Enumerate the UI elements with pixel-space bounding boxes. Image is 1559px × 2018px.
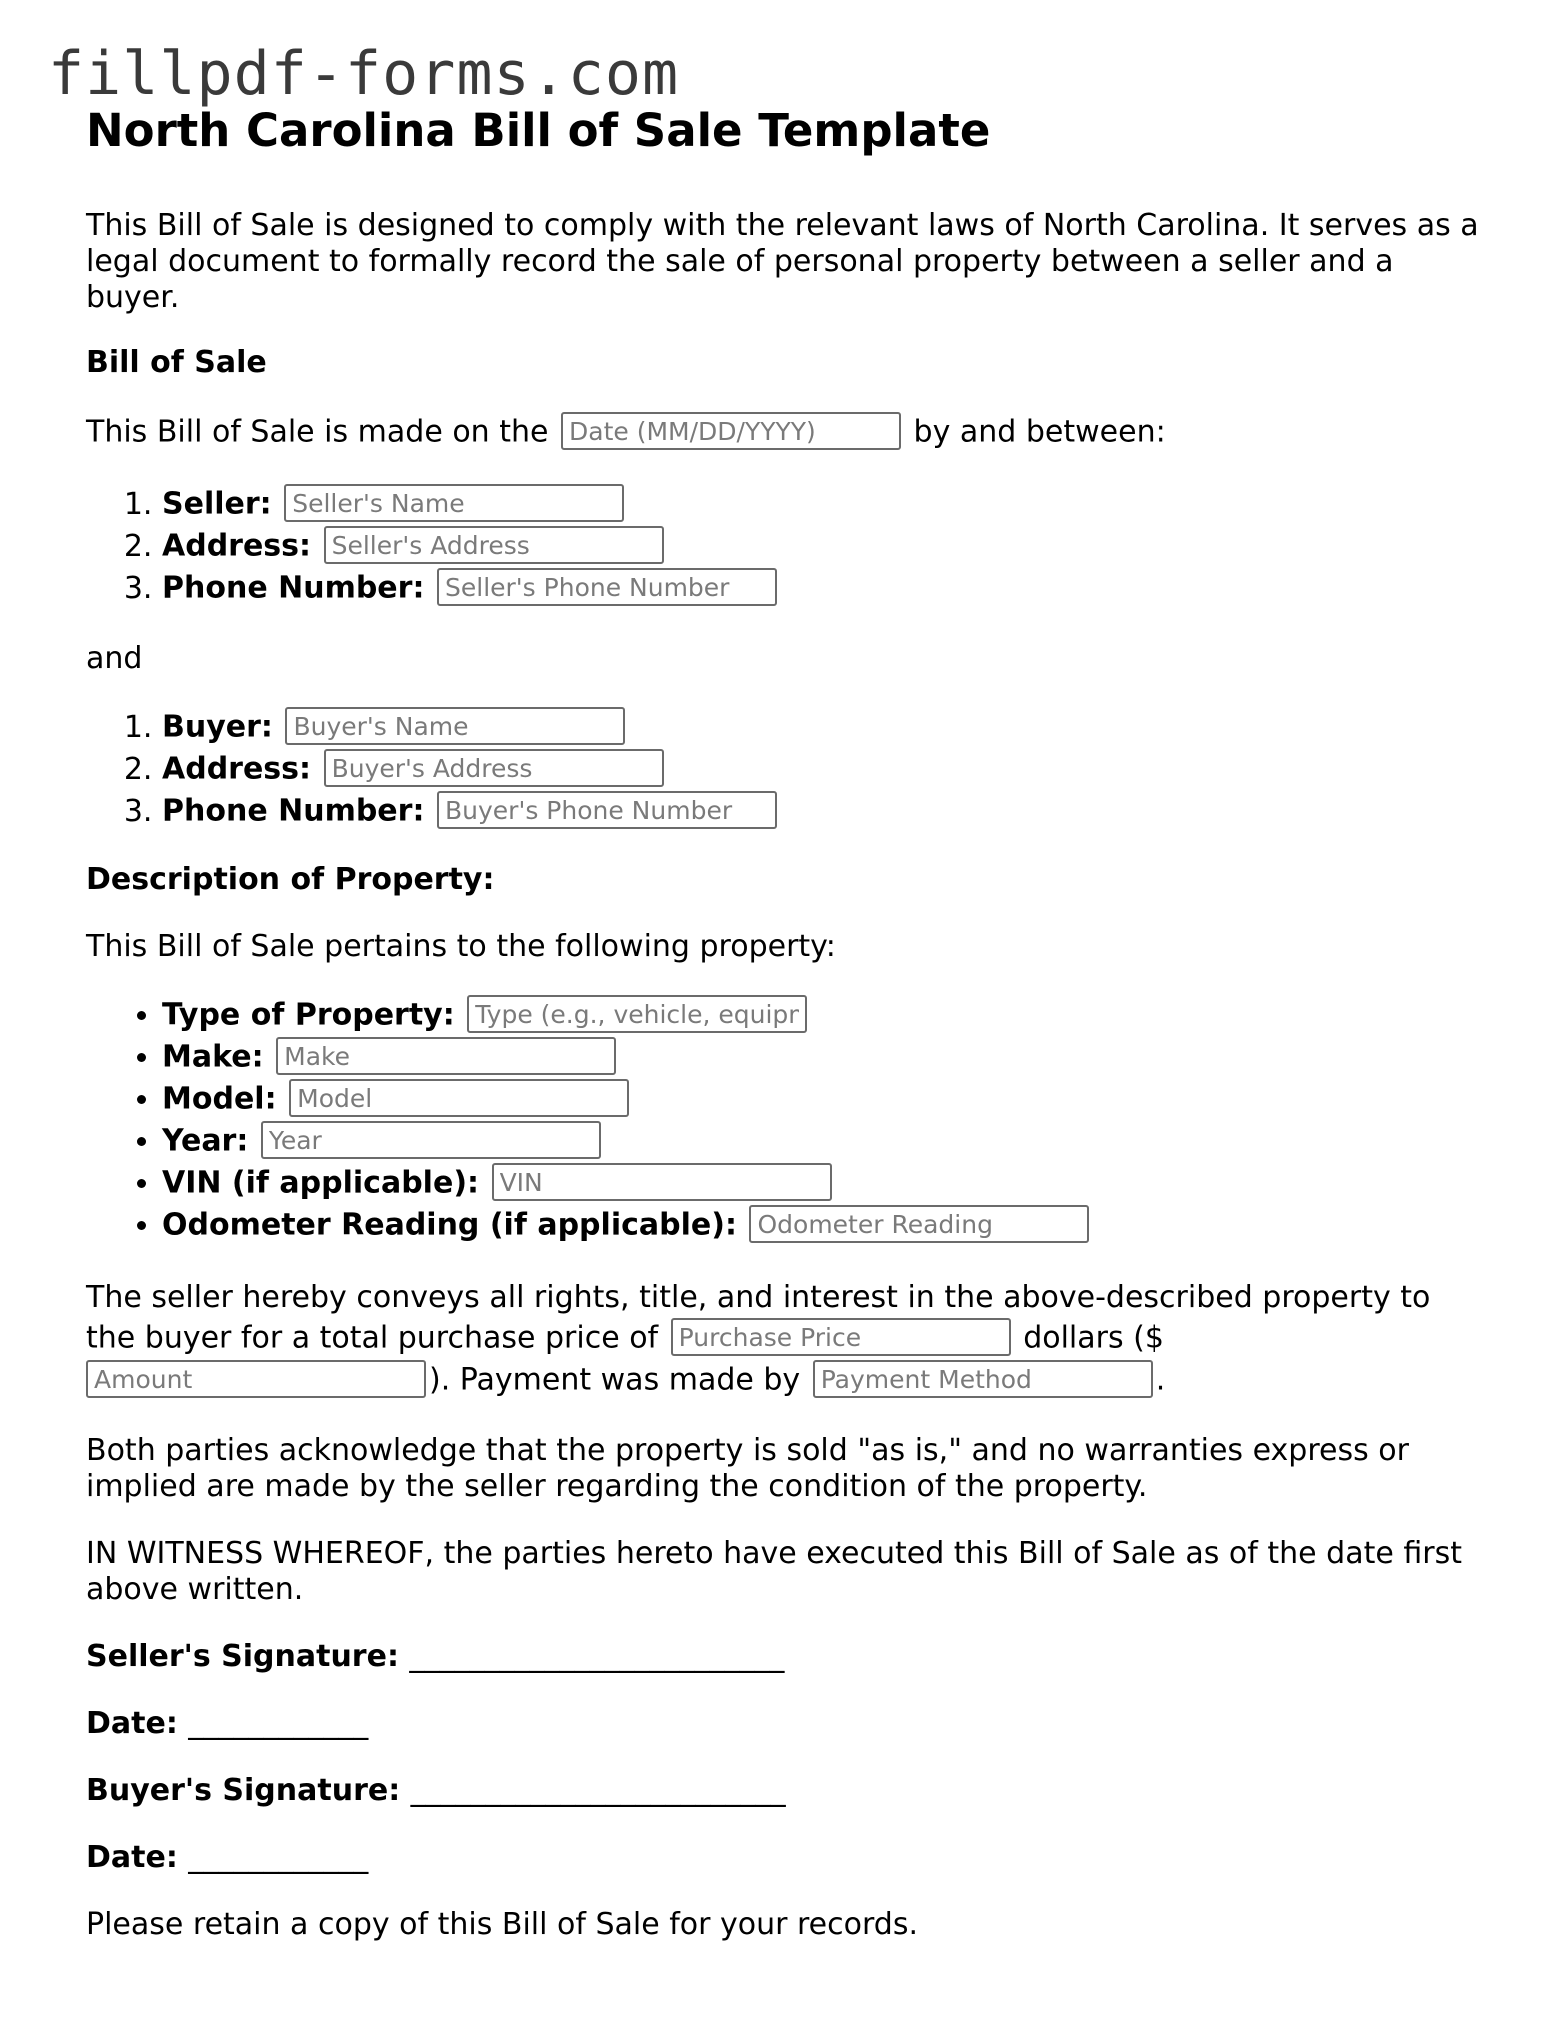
retain-copy-note: Please retain a copy of this Bill of Sale for your records. <box>86 1907 918 1942</box>
purchase-text-1: The seller hereby conveys all rights, title, and interest in the above-described property to the buyer for a total purchase price of <box>86 1280 1431 1356</box>
as-is-paragraph: Both parties acknowledge that the property is sold "as is," and no warranties express or implied are made by the seller regarding the condition of the property. <box>86 1433 1409 1504</box>
amount-input[interactable] <box>86 1360 426 1398</box>
purchase-paragraph <box>86 1278 1486 1402</box>
property-model-item <box>162 1079 1486 1121</box>
seller-name-input[interactable] <box>284 484 624 522</box>
property-type-item <box>162 995 1486 1037</box>
buyer-name-label: Buyer: <box>162 709 273 745</box>
property-make-label: Make: <box>162 1039 264 1075</box>
property-vin-item <box>162 1163 1486 1205</box>
buyer-phone-item <box>162 791 1486 833</box>
buyer-date-label: Date: <box>86 1840 178 1875</box>
property-model-input[interactable] <box>289 1079 629 1117</box>
bill-of-sale-document <box>86 104 1486 1943</box>
made-on-text: This Bill of Sale is made on the <box>86 414 549 450</box>
seller-signature-label: Seller's Signature: <box>86 1639 399 1674</box>
buyer-phone-input[interactable] <box>437 791 777 829</box>
buyer-date-line <box>86 1840 1486 1876</box>
site-watermark: fillpdf-forms.com <box>48 39 680 109</box>
seller-address-input[interactable] <box>324 526 664 564</box>
seller-date-label: Date: <box>86 1706 178 1741</box>
property-model-label: Model: <box>162 1081 277 1117</box>
property-odometer-item <box>162 1205 1486 1247</box>
seller-phone-label: Phone Number: <box>162 570 425 606</box>
buyer-name-item <box>162 707 1486 749</box>
seller-address-label: Address: <box>162 528 312 564</box>
purchase-text-2: dollars ($ <box>1023 1320 1164 1356</box>
buyer-address-input[interactable] <box>324 749 664 787</box>
section-heading-property: Description of Property: <box>86 862 495 897</box>
property-odometer-input[interactable] <box>749 1205 1089 1243</box>
buyer-signature-label: Buyer's Signature: <box>86 1773 401 1808</box>
buyer-list <box>86 707 1486 833</box>
purchase-price-input[interactable] <box>671 1318 1011 1356</box>
page-title: North Carolina Bill of Sale Template <box>86 104 991 157</box>
property-vin-label: VIN (if applicable): <box>162 1165 480 1201</box>
property-vin-input[interactable] <box>492 1163 832 1201</box>
purchase-text-3: ). Payment was made by <box>429 1362 801 1398</box>
section-heading-bill-of-sale: Bill of Sale <box>86 345 267 380</box>
seller-signature-line <box>86 1639 1486 1675</box>
property-type-label: Type of Property: <box>162 997 455 1033</box>
buyer-phone-label: Phone Number: <box>162 793 425 829</box>
property-intro: This Bill of Sale pertains to the following property: <box>86 929 836 964</box>
witness-paragraph: IN WITNESS WHEREOF, the parties hereto have executed this Bill of Sale as of the date first above written. <box>86 1536 1462 1607</box>
seller-phone-item <box>162 568 1486 610</box>
property-make-item <box>162 1037 1486 1079</box>
by-and-between-text: by and between: <box>913 414 1166 450</box>
property-list <box>86 995 1486 1247</box>
date-input[interactable] <box>561 412 901 450</box>
property-type-input[interactable] <box>467 995 807 1033</box>
property-year-input[interactable] <box>261 1121 601 1159</box>
purchase-text-4: . <box>1155 1362 1166 1398</box>
buyer-address-label: Address: <box>162 751 312 787</box>
property-odometer-label: Odometer Reading (if applicable): <box>162 1207 737 1243</box>
seller-date-blank: ____________ <box>188 1706 369 1741</box>
buyer-name-input[interactable] <box>285 707 625 745</box>
seller-signature-blank: _________________________ <box>409 1639 785 1674</box>
seller-address-item <box>162 526 1486 568</box>
seller-phone-input[interactable] <box>437 568 777 606</box>
seller-name-item <box>162 484 1486 526</box>
property-year-label: Year: <box>162 1123 249 1159</box>
property-year-item <box>162 1121 1486 1163</box>
seller-name-label: Seller: <box>162 486 272 522</box>
buyer-signature-line <box>86 1773 1486 1809</box>
buyer-address-item <box>162 749 1486 791</box>
seller-date-line <box>86 1706 1486 1742</box>
and-text: and <box>86 641 143 676</box>
seller-list <box>86 484 1486 610</box>
made-on-line <box>86 412 1486 454</box>
property-make-input[interactable] <box>276 1037 616 1075</box>
payment-method-input[interactable] <box>813 1360 1153 1398</box>
buyer-date-blank: ____________ <box>188 1840 369 1875</box>
intro-paragraph: This Bill of Sale is designed to comply with the relevant laws of North Carolina. It serves as a legal document to formally record the sale of personal property between a seller and a buyer. <box>86 208 1479 315</box>
buyer-signature-blank: _________________________ <box>410 1773 786 1808</box>
